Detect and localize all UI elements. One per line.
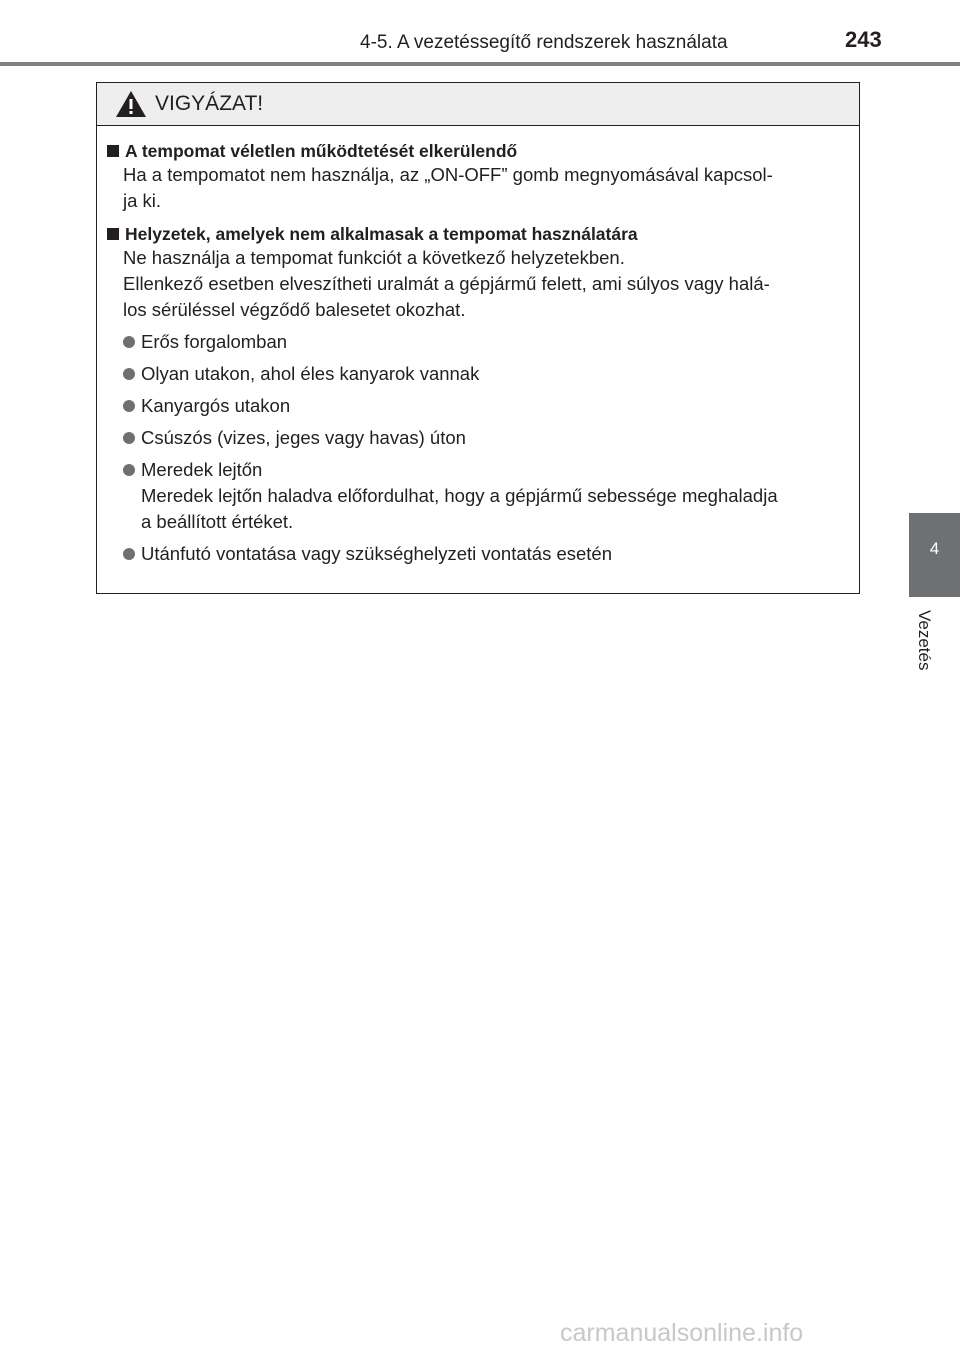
chapter-label: Vezetés — [915, 610, 934, 671]
warning-section-unsuitable-situations — [105, 223, 851, 567]
round-bullet-icon — [123, 548, 135, 560]
body-text-line: Ellenkező esetben elveszítheti uralmát a gépjármű felett, ami súlyos vagy halá- — [123, 273, 770, 294]
warning-body — [97, 126, 859, 567]
section-title: 4-5. A vezetéssegítő rendszerek használata — [360, 32, 728, 53]
list-item — [123, 541, 851, 567]
round-bullet-icon — [123, 432, 135, 444]
warning-title: VIGYÁZAT! — [155, 92, 264, 115]
list-item-text: Erős forgalomban — [141, 331, 288, 352]
round-bullet-icon — [123, 368, 135, 380]
list-item — [123, 457, 851, 535]
warning-box — [96, 82, 860, 594]
warning-triangle-icon — [115, 90, 147, 118]
list-item-detail: Meredek lejtőn haladva előfordulhat, hogy a gépjármű sebessége meghaladja — [141, 485, 778, 506]
warning-section-accidental-use — [105, 140, 851, 214]
warning-header — [97, 83, 859, 126]
list-item-detail: a beállított értéket. — [141, 511, 294, 532]
list-item — [123, 425, 851, 451]
list-item-text: Meredek lejtőn — [141, 459, 263, 480]
page-number: 243 — [845, 27, 882, 52]
header-divider — [0, 62, 960, 66]
list-item — [123, 361, 851, 387]
list-item-text: Csúszós (vizes, jeges vagy havas) úton — [141, 427, 466, 448]
body-text-line: Ha a tempomatot nem használja, az „ON-OFF” gomb megnyomásával kapcsol- — [123, 164, 773, 185]
list-item — [123, 329, 851, 355]
list-item-text: Utánfutó vontatása vagy szükséghelyzeti vontatás esetén — [141, 543, 613, 564]
list-item-text: Olyan utakon, ahol éles kanyarok vannak — [141, 363, 480, 384]
section-heading-text: Helyzetek, amelyek nem alkalmasak a tempomat használatára — [125, 224, 638, 244]
square-bullet-icon — [107, 145, 119, 157]
chapter-number: 4 — [929, 539, 940, 558]
watermark: carmanualsonline.info — [560, 1319, 804, 1347]
section-heading-text: A tempomat véletlen működtetését elkerülendő — [125, 141, 518, 161]
round-bullet-icon — [123, 400, 135, 412]
list-item-content — [141, 457, 778, 535]
body-text-line: ja ki. — [123, 190, 162, 211]
square-bullet-icon — [107, 228, 119, 240]
list-item — [123, 393, 851, 419]
section-heading — [105, 223, 851, 245]
section-heading — [105, 140, 851, 162]
round-bullet-icon — [123, 464, 135, 476]
body-text-line: Ne használja a tempomat funkciót a következő helyzetekben. — [123, 247, 625, 268]
chapter-tab — [909, 513, 960, 597]
round-bullet-icon — [123, 336, 135, 348]
body-text-line: los sérüléssel végződő balesetet okozhat. — [123, 299, 466, 320]
list-item-text: Kanyargós utakon — [141, 395, 291, 416]
